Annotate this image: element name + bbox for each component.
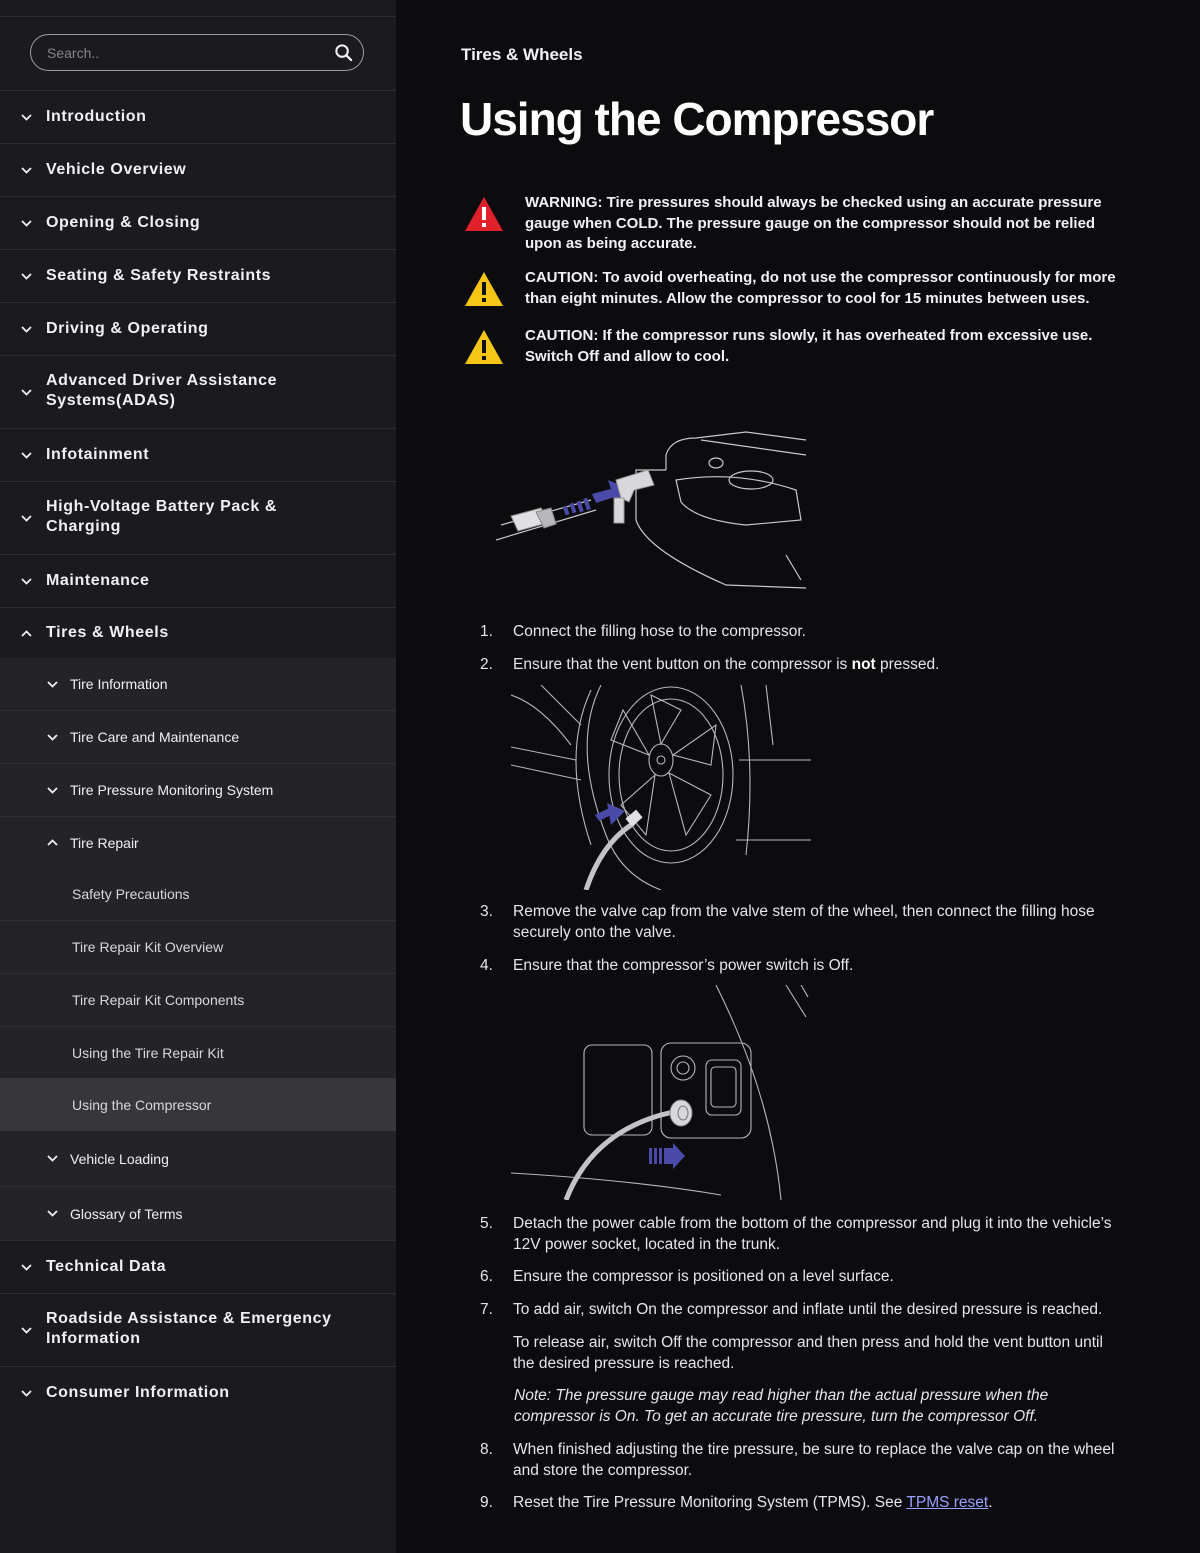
search-input[interactable]: [45, 35, 329, 71]
sidebar-item-introduction[interactable]: [0, 91, 396, 143]
sidebar-item-label: Driving & Operating: [46, 320, 209, 337]
sidebar-item-infotainment[interactable]: [0, 429, 396, 481]
sidebar-item-label: Opening & Closing: [46, 214, 201, 231]
sidebar-item-label: Advanced Driver Assistance Systems(ADAS): [46, 372, 278, 409]
caution-text: CAUTION: If the compressor runs slowly, it has overheated from excessive use. Switch Off and allow to cool.: [525, 327, 1093, 365]
step-text: When finished adjusting the tire pressure, be sure to replace the valve cap on the wheel and store the compressor.: [513, 1441, 1115, 1479]
warning-text: WARNING: Tire pressures should always be checked using an accurate pressure gauge when COLD. The pressure gauge on the compressor should not be relied upon as being accurate.: [525, 194, 1102, 252]
sidebar-item-label: Vehicle Overview: [46, 161, 187, 178]
sidebar-item-vehicle-overview[interactable]: [0, 144, 396, 196]
step-text: Connect the filling hose to the compressor.: [513, 623, 806, 640]
sidebar-item-label: Seating & Safety Restraints: [46, 267, 272, 284]
chevron-down-icon: [21, 273, 32, 280]
wheel-valve-illustration: [511, 685, 811, 890]
sidebar-item-label: Tire Pressure Monitoring System: [70, 782, 274, 798]
chevron-down-icon: [21, 167, 32, 174]
sidebar-item-label: Maintenance: [46, 572, 150, 589]
step-text: Detach the power cable from the bottom of the compressor and plug it into the vehicle’s 12V power socket, located in the trunk.: [513, 1215, 1112, 1253]
step-number: 9.: [480, 1494, 493, 1511]
chevron-down-icon: [21, 578, 32, 585]
sidebar-item-label: Tire Repair Kit Overview: [72, 939, 224, 955]
chevron-down-icon: [21, 114, 32, 121]
breadcrumb: Tires & Wheels: [461, 45, 583, 64]
caution-yellow-icon: [464, 329, 504, 365]
sidebar-item-label: Tire Repair: [70, 834, 139, 851]
step-text: Remove the valve cap from the valve stem of the wheel, then connect the filling hose securely onto the valve.: [513, 903, 1095, 941]
sidebar-item-label: Using the Compressor: [72, 1096, 212, 1113]
sidebar-item-using-compressor[interactable]: [0, 1078, 396, 1131]
chevron-down-icon: [21, 1390, 32, 1397]
chevron-down-icon: [47, 787, 58, 794]
chevron-down-icon: [21, 220, 32, 227]
sidebar-item-label: Using the Tire Repair Kit: [72, 1044, 224, 1061]
chevron-down-icon: [47, 734, 58, 741]
chevron-down-icon: [21, 1327, 32, 1334]
chevron-down-icon: [21, 452, 32, 459]
chevron-down-icon: [21, 326, 32, 333]
sidebar-item-adas[interactable]: [0, 356, 396, 428]
sidebar-item-label: Tires & Wheels: [46, 624, 169, 641]
sidebar-item-seating-safety[interactable]: [0, 250, 396, 302]
sidebar-item-safety-precautions[interactable]: [0, 868, 396, 920]
chevron-down-icon: [21, 389, 32, 396]
sidebar-item-label: Roadside Assistance & Emergency Information: [46, 1310, 332, 1347]
divider: [0, 16, 396, 17]
step: [480, 1492, 1170, 1514]
step-text: To add air, switch On the compressor and inflate until the desired pressure is reached.: [513, 1301, 1103, 1318]
sidebar-item-tire-care[interactable]: [0, 711, 396, 763]
sidebar-item-label: Safety Precautions: [72, 886, 190, 902]
note: Note: The pressure gauge may read higher than the actual pressure when the compressor is On. To get an accurate tire pressure, turn the compressor Off.: [514, 1387, 1049, 1425]
sidebar-item-tpms[interactable]: [0, 764, 396, 816]
step: [480, 1213, 1170, 1257]
sidebar-item-label: Glossary of Terms: [70, 1205, 183, 1222]
step: [480, 1439, 1170, 1483]
sidebar-item-label: Tire Repair Kit Components: [72, 992, 245, 1008]
sidebar-item-opening-closing[interactable]: [0, 197, 396, 249]
step-number: 3.: [480, 903, 493, 920]
search-icon[interactable]: [334, 43, 353, 62]
chevron-down-icon: [21, 1264, 32, 1271]
sidebar-item-technical-data[interactable]: [0, 1241, 396, 1293]
step: [480, 901, 1170, 945]
sidebar-item-roadside-assistance[interactable]: [0, 1294, 396, 1366]
step-number: 1.: [480, 623, 493, 640]
step-detail: To release air, switch Off the compressor and then press and hold the vent button until the desired pressure is reached.: [513, 1334, 1103, 1372]
step-number: 4.: [480, 957, 493, 974]
caution-text: CAUTION: To avoid overheating, do not use the compressor continuously for more than eight minutes. Allow the compressor to cool for 15 minutes between uses.: [525, 269, 1116, 307]
sidebar-item-repair-kit-components[interactable]: [0, 974, 396, 1026]
sidebar-item-label: Vehicle Loading: [70, 1150, 169, 1167]
sidebar-item-hv-battery[interactable]: [0, 482, 396, 554]
sidebar-item-tires-wheels[interactable]: [0, 608, 396, 658]
sidebar-item-label: Infotainment: [46, 446, 150, 463]
step: [480, 1299, 1170, 1321]
caution-notice: [461, 268, 1141, 312]
sidebar-item-driving-operating[interactable]: [0, 303, 396, 355]
compressor-hose-illustration: [496, 410, 808, 590]
tpms-reset-link[interactable]: TPMS reset: [906, 1494, 989, 1511]
sidebar-item-label: Introduction: [46, 108, 147, 125]
step: [480, 621, 1170, 643]
sidebar-item-label: High-Voltage Battery Pack & Charging: [46, 498, 278, 535]
page-title: Using the Compressor: [460, 93, 934, 145]
step-number: 8.: [480, 1441, 493, 1458]
sidebar: [0, 0, 396, 1553]
step-number: 6.: [480, 1268, 493, 1285]
step-number: 5.: [480, 1215, 493, 1232]
sidebar-item-using-repair-kit[interactable]: [0, 1027, 396, 1078]
chevron-up-icon: [21, 630, 32, 637]
sidebar-item-label: Tire Care and Maintenance: [70, 729, 240, 745]
warning-notice: [461, 193, 1141, 257]
chevron-up-icon: [47, 839, 58, 846]
step-text: Ensure that the compressor’s power switch is Off.: [513, 957, 854, 974]
sidebar-item-repair-kit-overview[interactable]: [0, 921, 396, 973]
sidebar-item-tire-information[interactable]: [0, 658, 396, 710]
chevron-down-icon: [47, 1210, 58, 1217]
sidebar-item-maintenance[interactable]: [0, 555, 396, 607]
sidebar-item-glossary[interactable]: [0, 1187, 396, 1240]
warning-red-icon: [464, 196, 504, 232]
sidebar-item-vehicle-loading[interactable]: [0, 1131, 396, 1186]
step-text: Ensure the compressor is positioned on a level surface.: [513, 1268, 894, 1285]
sidebar-item-label: Consumer Information: [46, 1384, 230, 1401]
caution-notice: [461, 326, 1141, 370]
chevron-down-icon: [47, 681, 58, 688]
search-box[interactable]: [30, 34, 364, 71]
chevron-down-icon: [47, 1155, 58, 1162]
sidebar-item-consumer-information[interactable]: [0, 1367, 396, 1419]
sidebar-item-tire-repair[interactable]: [0, 817, 396, 868]
step-number: 7.: [480, 1301, 493, 1318]
note-label: Note:: [514, 1387, 552, 1404]
chevron-down-icon: [21, 515, 32, 522]
step: [480, 654, 1170, 676]
power-socket-illustration: [511, 985, 811, 1200]
step-number: 2.: [480, 656, 493, 673]
sidebar-item-label: Technical Data: [46, 1258, 167, 1275]
caution-yellow-icon: [464, 271, 504, 307]
step: [480, 955, 1170, 977]
sidebar-item-label: Tire Information: [70, 676, 168, 692]
step-text: Ensure that the vent button on the compressor is not pressed.: [513, 656, 940, 673]
main-content: [396, 0, 1200, 1553]
step-text: Reset the Tire Pressure Monitoring System (TPMS). See TPMS reset.: [513, 1494, 993, 1511]
step: [480, 1266, 1170, 1288]
